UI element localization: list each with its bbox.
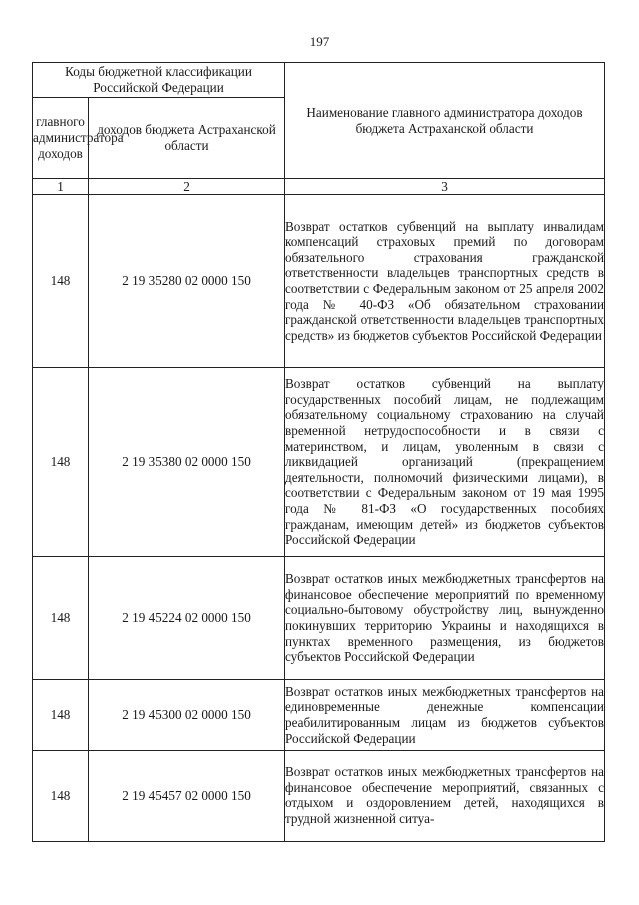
table-row bbox=[33, 680, 605, 751]
table-row bbox=[33, 195, 605, 368]
column-numbers-row bbox=[33, 179, 605, 195]
description-cell: Возврат остатков иных межбюджетных трансфертов на единовременные денежные компенсации реабилитированным лицам из бюджетов субъектов Российской Федерации bbox=[285, 680, 605, 751]
income-code-cell: 2 19 45457 02 0000 150 bbox=[89, 751, 285, 842]
table-row bbox=[33, 751, 605, 842]
codes-group-header: Коды бюджетной классификации Российской Федерации bbox=[33, 63, 285, 98]
budget-classification-table bbox=[32, 62, 605, 842]
description-cell bbox=[285, 751, 605, 842]
admin-code-cell: 148 bbox=[33, 751, 89, 842]
income-column-header: доходов бюджета Астраханской области bbox=[89, 98, 285, 179]
income-code-cell: 2 19 35280 02 0000 150 bbox=[89, 195, 285, 368]
income-code-cell: 2 19 45224 02 0000 150 bbox=[89, 557, 285, 680]
admin-code-cell: 148 bbox=[33, 368, 89, 557]
income-code-cell: 2 19 35380 02 0000 150 bbox=[89, 368, 285, 557]
description-cell: Возврат остатков субвенций на выплату инвалидам компенсаций страховых премий по договорам обязательного страхования гражданской ответственности владельцев транспортных средств в соответствии с Федеральным законом от 25 апреля 2002 года № 40-ФЗ «Об обязательном страховании гражданской ответственности владельцев транспортных средств» из бюджетов субъектов Российской Федерации bbox=[285, 195, 605, 368]
page-number: 197 bbox=[309, 34, 330, 49]
admin-code-cell: 148 bbox=[33, 557, 89, 680]
column-number-1: 1 bbox=[33, 179, 89, 195]
admin-column-header: главного администратора доходов bbox=[33, 98, 89, 179]
description-cell: Возврат остатков иных межбюджетных трансфертов на финансовое обеспечение мероприятий по временному социально-бытовому обустройству лиц, вынужденно покинувших территорию Украины и находящихся в пунктах временного размещения, из бюджетов субъектов Российской Федерации bbox=[285, 557, 605, 680]
column-number-2: 2 bbox=[89, 179, 285, 195]
header-row-top bbox=[33, 63, 605, 98]
admin-code-cell: 148 bbox=[33, 680, 89, 751]
description-cell: Возврат остатков субвенций на выплату государственных пособий лицам, не подлежащим обязательному социальному страхованию на случай временной нетрудоспособности и в связи с материнством, и лицам, уволенным в связи с ликвидацией организаций (прекращением деятельности, полномочий физическими лицами), в соответствии с Федеральным законом от 19 мая 1995 года № 81-ФЗ «О государственных пособиях гражданам, имеющим детей» из бюджетов субъектов Российской Федерации bbox=[285, 368, 605, 557]
name-column-header: Наименование главного администратора доходов бюджета Астраханской области bbox=[285, 63, 605, 179]
column-number-3: 3 bbox=[285, 179, 605, 195]
income-code-cell: 2 19 45300 02 0000 150 bbox=[89, 680, 285, 751]
description-text-cut: Возврат остатков иных межбюджетных трансфертов на финансовое обеспечение мероприятий, связанных с отдыхом и оздоровлением детей, находящихся в трудной жизненной ситуа- bbox=[285, 764, 604, 826]
admin-code-cell: 148 bbox=[33, 195, 89, 368]
table-row bbox=[33, 557, 605, 680]
table-row bbox=[33, 368, 605, 557]
